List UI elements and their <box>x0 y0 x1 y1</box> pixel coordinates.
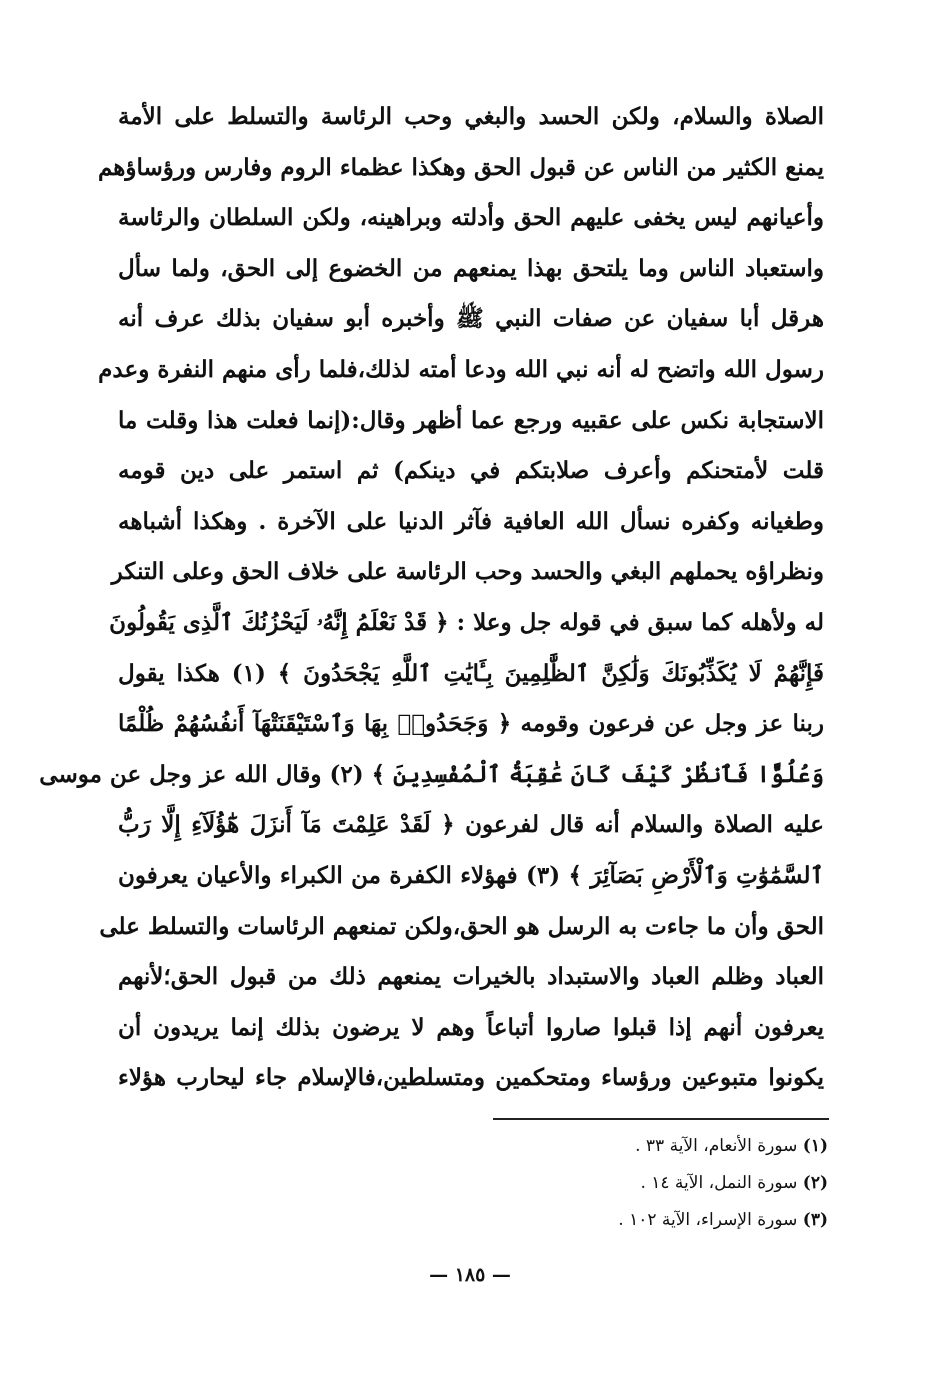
footnote-text: سورة الأنعام، الآية ٣٣ . <box>635 1136 798 1156</box>
footnote-text: سورة النمل، الآية ١٤ . <box>640 1173 798 1193</box>
footnote-item <box>520 1202 828 1239</box>
text-line: العباد وظلم العباد والاستبداد بالخيرات يمنعهم ذلك من قبول الحق؛لأنهم <box>118 963 824 991</box>
text-line: هرقل أبا سفيان عن صفات النبي ﷺ وأخبره أبو سفيان بذلك عرف أنه <box>118 305 824 333</box>
text-line: ربنا عز وجل عن فرعون وقومه ﴿ وَجَحَدُوا۟ بِهَا وَٱسْتَيْقَنَتْهَآ أَنفُسُهُمْ ظُلْمًا <box>118 710 824 738</box>
footnote-divider <box>493 1118 829 1120</box>
text-line: الصلاة والسلام، ولكن الحسد والبغي وحب الرئاسة والتسلط على الأمة <box>118 103 824 130</box>
text-line: ٱلسَّمَٰوَٰتِ وَٱلْأَرْضِ بَصَآئِرَ ﴾ (٣) فهؤلاء الكفرة من الكبراء والأعيان يعرفون <box>118 861 824 889</box>
text-line: يمنع الكثير من الناس عن قبول الحق وهكذا عظماء الروم وفارس ورؤساؤهم <box>97 153 824 181</box>
main-text <box>39 92 824 1104</box>
text-line: وأعيانهم ليس يخفى عليهم الحق وأدلته وبراهينه، ولكن السلطان والرئاسة <box>118 204 824 232</box>
text-line: وَعُلُوًّا فَٱنظُرْ كَيْفَ كَانَ عَٰقِبَةُ ٱلْمُفْسِدِينَ ﴾ (٢) وقال الله عز وجل عن موسى <box>39 760 824 788</box>
text-line: له ولأهله كما سبق في قوله جل وعلا : ﴿ قَدْ نَعْلَمُ إِنَّهُۥ لَيَحْزُنُكَ ٱلَّذِى يَقُولُونَ <box>109 608 824 636</box>
text-line: وطغيانه وكفره نسأل الله العافية فآثر الدنيا على الآخرة . وهكذا أشباهه <box>118 507 824 535</box>
footnote-number: (١) <box>802 1136 828 1156</box>
text-line: رسول الله واتضح له أنه نبي الله ودعا أمته لذلك،فلما رأى منهم النفرة وعدم <box>98 355 824 383</box>
text-line: يعرفون أنهم إذا قبلوا صاروا أتباعاً وهم لا يرضون بذلك إنما يريدون أن <box>118 1013 824 1041</box>
text-line: فَإِنَّهُمْ لَا يُكَذِّبُونَكَ وَلَٰكِنَّ ٱلظَّٰلِمِينَ بِـَٔايَٰتِ ٱللَّهِ يَجْحَدُونَ ﴾ (١) هكذا يقول <box>118 659 824 687</box>
footnotes <box>520 1128 828 1239</box>
text-line: قلت لأمتحنكم وأعرف صلابتكم في دينكم) ثم استمر على دين قومه <box>118 457 824 485</box>
footnote-number: (٢) <box>802 1173 828 1193</box>
text-line: واستعباد الناس وما يلتحق بهذا يمنعهم من الخضوع إلى الحق، ولما سأل <box>118 254 824 282</box>
text-line: عليه الصلاة والسلام أنه قال لفرعون ﴿ لَقَدْ عَلِمْتَ مَآ أَنزَلَ هَٰٓؤُلَآءِ إِلَّا رَبُّ <box>118 811 824 839</box>
footnote-text: سورة الإسراء، الآية ١٠٢ . <box>618 1210 798 1230</box>
footnote-item <box>520 1128 828 1165</box>
text-line: ونظراؤه يحملهم البغي والحسد وحب الرئاسة على خلاف الحق وعلى التنكر <box>111 558 824 586</box>
text-line: الحق وأن ما جاءت به الرسل هو الحق،ولكن تمنعهم الرئاسات والتسلط على <box>99 912 824 940</box>
footnote-item <box>520 1165 828 1202</box>
footnote-number: (٣) <box>802 1210 828 1230</box>
text-line: يكونوا متبوعين ورؤساء ومتحكمين ومتسلطين،فالإسلام جاء ليحارب هؤلاء <box>118 1064 824 1092</box>
text-line: الاستجابة نكس على عقبيه ورجع عما أظهر وقال:(إنما فعلت هذا وقلت ما <box>118 406 824 434</box>
page-number: — ١٨٥ — <box>429 1264 511 1286</box>
